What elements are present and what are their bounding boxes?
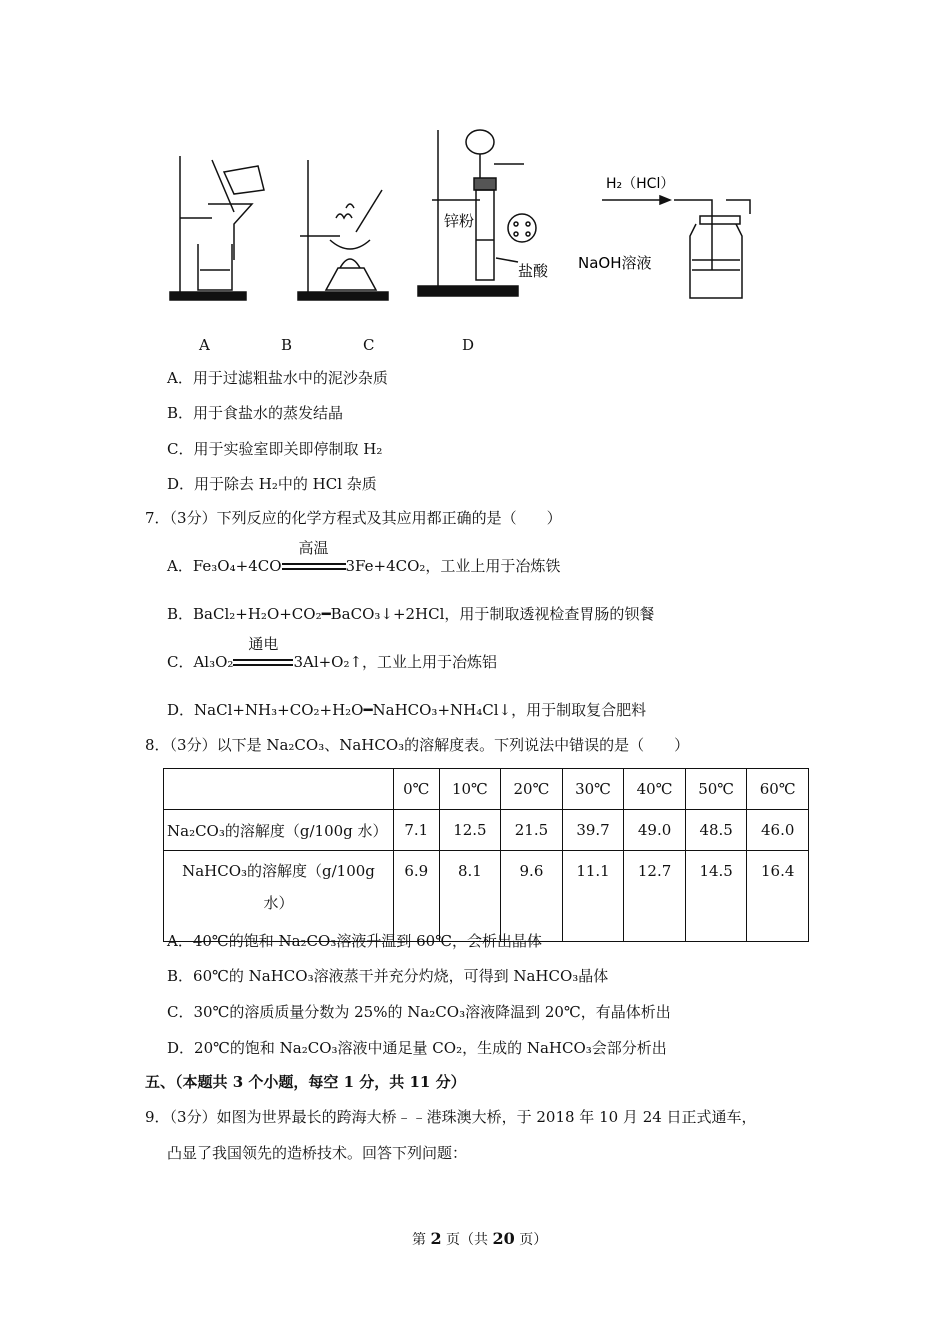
naoh-solution-label: NaOH溶液 [578, 254, 652, 272]
q7-option-d: D．NaCl+NH₃+CO₂+H₂O━NaHCO₃+NH₄Cl↓，用于制取复合肥料 [167, 701, 647, 719]
q6-option-a: A．用于过滤粗盐水中的泥沙杂质 [167, 369, 388, 387]
q7-a-condition: 高温 [298, 539, 329, 557]
table-cell: 11.1 [562, 851, 624, 942]
q6-option-b: B．用于食盐水的蒸发结晶 [167, 404, 344, 422]
footer-mid: 页（共 [446, 1232, 489, 1248]
table-header-cell: 10℃ [439, 769, 501, 810]
table-cell: 8.1 [439, 851, 501, 942]
q7-c-arrow [233, 635, 293, 672]
q8-stem: 8．（3分）以下是 Na₂CO₃、NaHCO₃的溶解度表。下列说法中错误的是（ ） [145, 736, 690, 754]
figure-label-d: D [462, 336, 475, 354]
figure-label-b: B [281, 336, 293, 354]
table-header-row [164, 769, 809, 810]
q7-a-right: 3Fe+4CO₂，工业上用于冶炼铁 [345, 557, 561, 575]
filtration-apparatus [170, 156, 264, 300]
gas-label: H₂（HCl） [606, 176, 675, 192]
q6-option-c: C．用于实验室即关即停制取 H₂ [167, 440, 383, 458]
evaporation-apparatus [298, 160, 388, 300]
solubility-table [163, 768, 809, 942]
q7-stem: 7．（3分）下列反应的化学方程式及其应用都正确的是（ ） [145, 509, 562, 527]
table-cell: 6.9 [394, 851, 440, 942]
row-label-line-1: NaHCO₃的溶解度（g/100g [182, 862, 375, 880]
gas-wash-bottle [602, 196, 750, 298]
q7-c-right: 3Al+O₂↑，工业上用于冶炼铝 [293, 653, 498, 671]
table-cell: 48.5 [685, 810, 747, 851]
table-header-cell: 50℃ [685, 769, 747, 810]
figure-label-c: C [363, 336, 375, 354]
apparatus-figure [160, 120, 760, 310]
table-cell: 46.0 [747, 810, 809, 851]
page-footer [412, 1229, 547, 1250]
q7-option-c [167, 635, 498, 672]
table-cell: 16.4 [747, 851, 809, 942]
table-row-na2co3 [164, 810, 809, 851]
acid-label: 盐酸 [518, 262, 549, 280]
q7-c-condition: 通电 [248, 635, 279, 653]
table-cell: 12.5 [439, 810, 501, 851]
q7-a-left: A．Fe₃O₄+4CO [167, 557, 282, 575]
table-header-cell [164, 769, 394, 810]
q7-option-a [167, 539, 561, 576]
q8-option-c: C．30℃的溶质质量分数为 25%的 Na₂CO₃溶液降温到 20℃，有晶体析出 [167, 1003, 671, 1021]
row-label-line-2: 水） [263, 894, 294, 912]
figure-label-a: A [199, 336, 210, 354]
table-cell: 49.0 [624, 810, 686, 851]
footer-post: 页） [519, 1232, 548, 1248]
q8-option-d: D．20℃的饱和 Na₂CO₃溶液中通足量 CO₂，生成的 NaHCO₃会部分析出 [167, 1039, 667, 1057]
table-cell: 12.7 [624, 851, 686, 942]
table-cell: 9.6 [501, 851, 563, 942]
q7-c-left: C．Al₃O₂ [167, 653, 234, 671]
table-cell: 21.5 [501, 810, 563, 851]
q8-option-b: B．60℃的 NaHCO₃溶液蒸干并充分灼烧，可得到 NaHCO₃晶体 [167, 967, 609, 985]
q7-a-arrow [282, 539, 346, 576]
table-header-cell: 40℃ [624, 769, 686, 810]
table-cell: 39.7 [562, 810, 624, 851]
q9-line-1: 9．（3分）如图为世界最长的跨海大桥﹣﹣港珠澳大桥，于 2018 年 10 月 24 日正式通车， [145, 1108, 757, 1126]
table-header-cell: 60℃ [747, 769, 809, 810]
footer-pre: 第 [412, 1232, 426, 1248]
table-cell: 7.1 [394, 810, 440, 851]
section-5-heading: 五、（本题共 3 个小题，每空 1 分，共 11 分） [145, 1073, 466, 1091]
row-label: Na₂CO₃的溶解度（g/100g 水） [164, 810, 394, 851]
footer-total-pages: 20 [492, 1229, 515, 1248]
q9-line-2: 凸显了我国领先的造桥技术。回答下列问题： [167, 1144, 468, 1162]
table-header-cell: 20℃ [501, 769, 563, 810]
row-label [164, 851, 394, 942]
table-header-cell: 0℃ [394, 769, 440, 810]
q8-option-a: A．40℃的饱和 Na₂CO₃溶液升温到 60℃，会析出晶体 [167, 932, 542, 950]
footer-page-number: 2 [430, 1229, 442, 1248]
q6-option-d: D．用于除去 H₂中的 HCl 杂质 [167, 475, 377, 493]
table-cell: 14.5 [685, 851, 747, 942]
zinc-label-1: 锌粉 [444, 212, 475, 230]
q7-option-b: B．BaCl₂+H₂O+CO₂━BaCO₃↓+2HCl，用于制取透视检查胃肠的钡餐 [167, 605, 655, 623]
table-header-cell: 30℃ [562, 769, 624, 810]
table-row-nahco3 [164, 851, 809, 942]
